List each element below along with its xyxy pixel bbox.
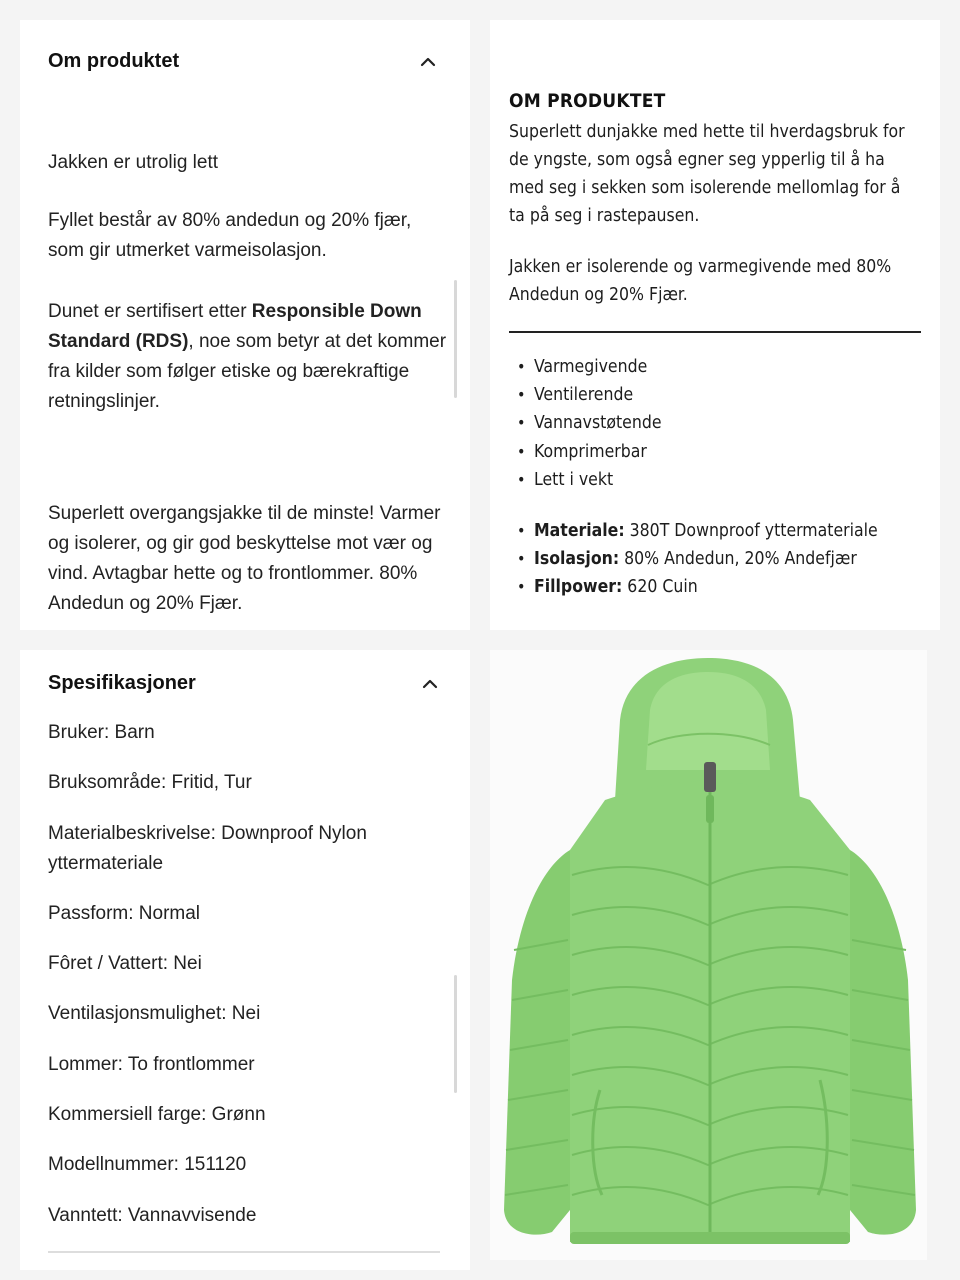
spec-row: Materialbeskrivelse: Downproof Nylon yttermateriale (48, 822, 367, 874)
scrollbar[interactable] (454, 280, 457, 398)
spec-row: Passform: Normal (48, 902, 201, 924)
specifications-list (48, 718, 428, 1251)
spec-row: Kommersiell farge: Grønn (48, 1104, 266, 1126)
spec-key: Isolasjon: (534, 549, 620, 570)
specifications-title[interactable]: Spesifikasjoner (48, 672, 196, 694)
specifications-accordion (20, 650, 470, 1270)
green-down-jacket-illustration (490, 650, 927, 1260)
rds-text-before: Dunet er sertifisert etter (48, 301, 252, 322)
about-product-title: Om produktet (48, 50, 180, 72)
material-spec-list (509, 517, 929, 602)
about-paragraph-3 (48, 297, 448, 417)
material-spec-item (509, 517, 929, 545)
about-paragraph-1: Jakken er utrolig lett (48, 152, 219, 173)
spec-row: Vanntett: Vannavvisende (48, 1204, 257, 1226)
jacket-hem (570, 1232, 850, 1244)
spec-value: 620 Cuin (622, 577, 698, 598)
feature-item: • Varmegivende (509, 353, 929, 381)
info-heading: OM PRODUKTET (509, 90, 666, 112)
product-image (490, 650, 927, 1260)
hood-inner (646, 672, 770, 770)
about-paragraph-2: Fyllet består av 80% andedun og 20% fjær, som gir utmerket varmeisolasjon. (48, 210, 412, 261)
spec-row: Bruksområde: Fritid, Tur (48, 772, 252, 794)
spec-row: Bruker: Barn (48, 722, 155, 743)
material-spec-item (509, 545, 929, 573)
about-paragraph-4: Superlett overgangsjakke til de minste! Varmer og isolerer, og gir god beskyttelse mot vær og vind. Avtagbar hette og to frontlommer. 80% Andedun og 20% Fjær. (48, 503, 441, 614)
spec-row: Modellnummer: 151120 (48, 1154, 247, 1176)
scrollbar[interactable] (454, 975, 457, 1093)
info-description: Superlett dunjakke med hette til hverdagsbruk for de yngste, som også egner seg ypperlig til å ha med seg i sekken som isolerende mellomlag for å ta på seg i rastepausen. (509, 122, 905, 226)
info-insulation-text: Jakken er isolerende og varmegivende med 80% Andedun og 20% Fjær. (509, 257, 892, 305)
about-product-accordion (20, 20, 470, 630)
feature-list (509, 353, 929, 494)
chevron-up-icon[interactable] (416, 50, 440, 74)
feature-item: • Vannavstøtende (509, 409, 929, 437)
feature-item: • Komprimerbar (509, 438, 929, 466)
spec-row: Ventilasjonsmulighet: Nei (48, 1003, 261, 1025)
spec-value: 380T Downproof yttermateriale (624, 521, 878, 541)
spec-value: 80% Andedun, 20% Andefjær (619, 549, 857, 570)
about-product-header[interactable] (48, 20, 440, 100)
material-spec-item (509, 573, 929, 601)
rds-certification: Responsible Down Standard (RDS) (48, 301, 422, 352)
spec-row: Fôret / Vattert: Nei (48, 953, 202, 975)
spec-key: Fillpower: (534, 577, 623, 598)
zipper-tab-icon (704, 762, 716, 792)
rds-text-after: , noe som betyr at det kommer fra kilder som følger etiske og bærekraftige retningslinjer. (48, 331, 447, 412)
spec-row: Lommer: To frontlommer (48, 1053, 255, 1075)
product-info-card (490, 20, 940, 630)
divider (509, 331, 921, 333)
divider (48, 1251, 440, 1253)
chevron-up-icon[interactable] (418, 672, 442, 696)
spec-key: Materiale: (534, 521, 625, 541)
feature-item: • Lett i vekt (509, 466, 929, 494)
feature-item: • Ventilerende (509, 381, 929, 409)
